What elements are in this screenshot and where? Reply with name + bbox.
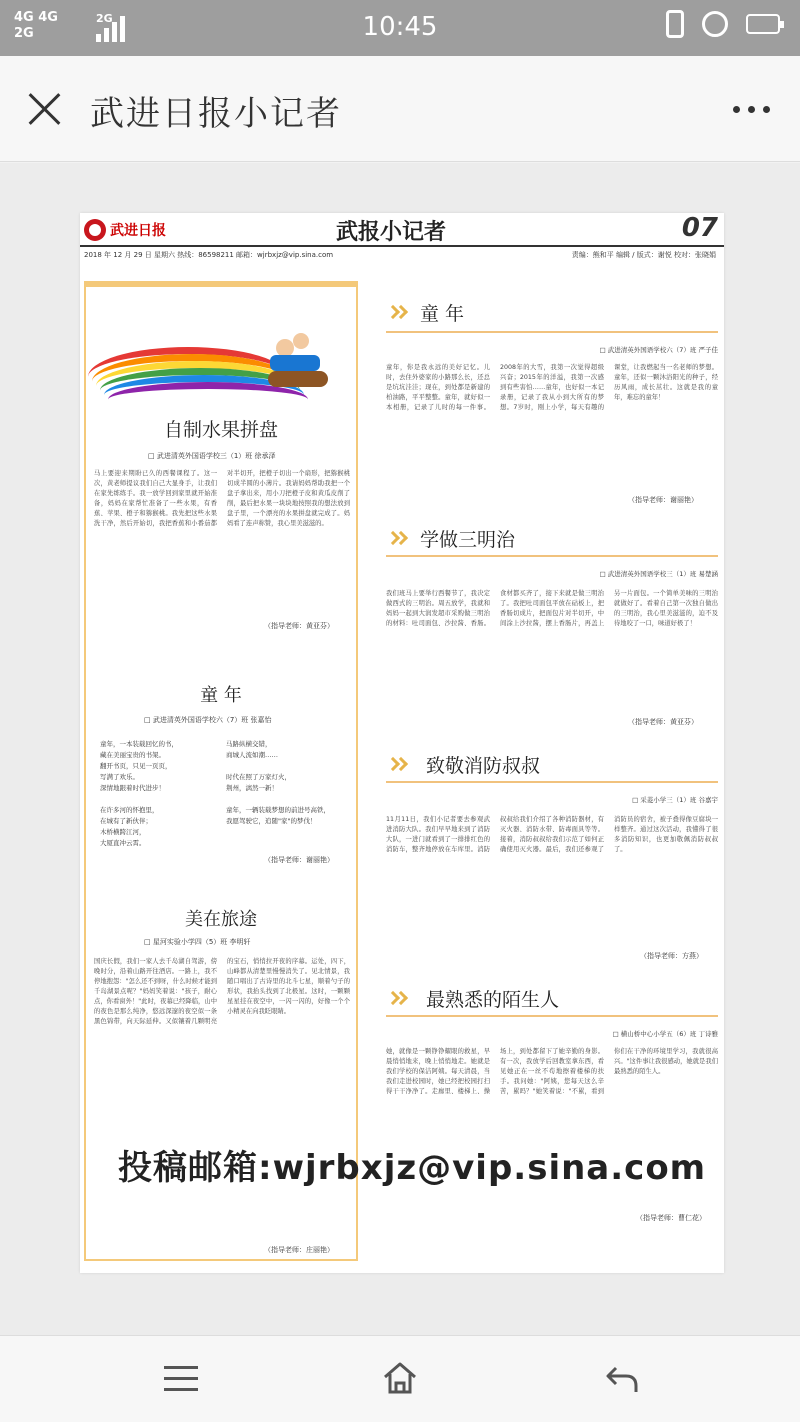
article-byline-fruit: □ 武进清英外国语学校三（1）班 徐承泽	[148, 452, 276, 460]
section-divider	[386, 555, 718, 557]
article-title-sandwich: 学做三明治	[420, 529, 516, 551]
article-body-stranger: 她，就像是一颗铮铮耀眼的救星，早晨悄悄地来，晚上悄悄地走。她就是我们学校的保洁阿姨。每天清晨，当我们走进校园时，她已经把校园打扫得干干净净了。走廊里、楼梯上、操场上，到处都留下了她辛勤的身影。有一次，我放学后回教室拿东西，看见她正在一丝不苟地擦着楼梯的扶手。我问她："阿姨，您每天这么辛苦，累吗？"她笑着说："不累，看到你们在干净的环境里学习，我就很高兴。"这件事让我很感动，她就是我们最熟悉的陌生人。	[386, 1048, 718, 1095]
editors-line: 责编：熊和平 编辑 / 版式：谢悦 校对：张晓娟	[571, 251, 716, 259]
vibrate-icon	[666, 10, 684, 38]
network-top-label: 4G 4G	[14, 10, 58, 25]
newspaper-masthead	[80, 213, 724, 268]
section-divider	[386, 331, 718, 333]
article-title-firefighter: 致敬消防叔叔	[426, 755, 541, 777]
article-title-journey: 美在旅途	[185, 909, 257, 930]
article-byline-sandwich: □ 武进清英外国语学校三（1）班 易楚涵	[599, 570, 718, 578]
section-chevron-icon	[388, 531, 410, 547]
network-2g-label: 2G	[96, 12, 113, 25]
rainbow-illustration	[88, 329, 328, 409]
clock: 10:45	[362, 12, 438, 42]
left-column	[84, 281, 358, 1261]
status-bar	[0, 0, 800, 56]
article-byline-journey: □ 星河实验小学四（5）班 李明轩	[144, 938, 251, 946]
section-divider	[386, 1015, 718, 1017]
bottom-nav-bar	[0, 1335, 800, 1422]
teacher-stranger: （指导老师：曹仁花）	[636, 1214, 706, 1222]
teacher-childhood-left: （指导老师：谢丽艳）	[264, 856, 334, 864]
section-title: 武报小记者	[336, 219, 447, 245]
section-divider	[386, 781, 718, 783]
close-icon[interactable]	[26, 90, 64, 128]
masthead-divider	[80, 245, 724, 247]
home-icon[interactable]	[382, 1360, 418, 1396]
section-chevron-icon	[388, 757, 410, 773]
newspaper-page-image	[80, 213, 724, 1273]
teacher-childhood-right: （指导老师：谢丽艳）	[628, 496, 698, 504]
page-title: 武进日报小记者	[90, 94, 342, 134]
logo-text: 武进日报	[110, 223, 166, 239]
more-options-icon[interactable]	[733, 106, 770, 113]
network-bottom-label: 2G	[14, 26, 34, 41]
submission-email-text: 投稿邮箱:wjrbxjz@vip.sina.com	[118, 1148, 707, 1188]
article-body-sandwich: 我们班马上要举行西餐节了，我决定做西式的三明治。周五放学，我就和妈妈一起到大润发超市采购做三明治的材料：吐司面包、沙拉酱、香肠。食材都买齐了，接下来就是做三明治了。我把吐司面包平放在砧板上，把香肠切成片，把面包片对半切开，中间涂上沙拉酱，摆上香肠片，再盖上另一片面包。一个简单美味的三明治就做好了。看着自己第一次独自做出的三明治，我心里美滋滋的，迫不及待地咬了一口，味道好极了！	[386, 590, 718, 627]
article-title-childhood-right: 童 年	[420, 303, 465, 325]
article-byline-stranger: □ 横山桥中心小学五（6）班 丁诗雅	[612, 1030, 718, 1038]
back-icon[interactable]	[604, 1362, 640, 1396]
app-title-bar	[0, 56, 800, 162]
alarm-icon	[702, 11, 728, 37]
battery-icon	[746, 14, 780, 34]
menu-icon[interactable]	[164, 1366, 198, 1392]
article-title-fruit: 自制水果拼盘	[163, 419, 278, 441]
article-body-childhood-right: 童年，你是我永远的美好记忆。儿时，去住外婆家的小路那么长，还总是坑坑洼洼；现在，到处都是新建的柏油路，平平整整。童年，就好似一本相册，记录了儿时的每一件事。2008年的大雪，我第一次觉得超级兴奋；2015年的洋溢，我第一次感到有些害怕……童年，也好似一本记录册，记录了我从小到大所有的梦想。7岁时，刚上小学，每天有趣的课堂，让我燃起当一名老师的梦想。童年，还似一颗沐浴阳光的种子，经历风雨，成长茁壮。这就是我的童年，难忘的童年！	[386, 364, 718, 411]
article-title-childhood-left: 童 年	[200, 685, 242, 706]
teacher-firefighter: （指导老师：方燕）	[640, 952, 703, 960]
section-chevron-icon	[388, 991, 410, 1007]
article-title-stranger: 最熟悉的陌生人	[426, 989, 560, 1011]
article-byline-childhood-left: □ 武进清英外国语学校六（7）班 张嘉怡	[144, 716, 272, 724]
article-byline-childhood-right: □ 武进清英外国语学校六（7）班 严子佳	[599, 346, 718, 354]
article-byline-firefighter: □ 采菱小学三（1）班 谷嘉宇	[632, 796, 718, 804]
page-number: 07	[681, 213, 718, 243]
article-body-journey: 国庆长假，我们一家人去千岛湖自驾游，傍晚时分，沿着山路开往酒店。一路上，我不停地抱怨："怎么还不到呀，什么时候才能到千岛湖景点呢？"妈妈笑着说："孩子，耐心点，你看窗外！"此时，夜幕已经降临，山中的夜色是那么纯净，悠远深邃的夜空似一条黑色锦带，向天际延伸。又似镶着几颗明亮的宝石，悄悄拉开夜的序幕。运处，四下，山峰都从清楚里慢慢消失了。见北情景，我随口唱出了古诗里的北斗七星，顺着勺子的形状，我抬头找到了北极星。这时，一颗颗星星挂在夜空中，一闪一闪的，好像一个个小精灵在向我眨眼睛。	[94, 958, 350, 1025]
date-line: 2018 年 12 月 29 日 星期六 热线：86598211 邮箱：wjrbxjz@vip.sina.com	[84, 251, 334, 259]
article-body-firefighter: 11月11日，我们小记者要去参观武进消防大队。我们早早地来到了消防大队，一进门就看到了一排排红色的消防车，整齐地停放在车库里。消防叔叔给我们介绍了各种消防器材，有灭火器、消防水带、防毒面具等等。接着，消防叔叔给我们示范了如何正确使用灭火器。最后，我们还参观了消防员的宿舍，被子叠得像豆腐块一样整齐。通过这次活动，我懂得了很多消防知识，也更加敬佩消防叔叔了。	[386, 816, 718, 853]
poem-left-stanzas: 童年，一本装载回忆的书， 藏在美丽宝贵的书架。 翻开书页，只见一页页， 写满了欢乐。 深情地跟着时代进步！ 在许多河的怀抱里， 在城有了新伙伴； 木桥横跨江河， 大厦直冲云霄。	[100, 740, 178, 847]
newspaper-logo	[84, 219, 166, 241]
section-chevron-icon	[388, 305, 410, 321]
teacher-fruit: （指导老师：黄亚芬）	[264, 622, 334, 630]
logo-swirl-icon	[84, 219, 106, 241]
teacher-sandwich: （指导老师：黄亚芬）	[628, 718, 698, 726]
teacher-journey: （指导老师：庄丽艳）	[264, 1246, 334, 1254]
poem-right-stanzas: 马路纵横交错， 商城人流如潮…… 时代在照了万家灯火， 荆州，漓然一新！ 童年，一辆装载梦想的前进号高铁， 我愿驾驶它，追随"家"的梦伐！	[226, 740, 330, 825]
article-body-fruit: 马上要迎来期盼已久的西餐课程了。这一次，黄老师提议我们自己大显身手，让我们在家先练练手。我一放学回到家里就开始准备，妈妈在家帮忙准备了一些水果，有香蕉、苹果、橙子和猕猴桃。我先把这些水果洗干净，然后开始切，我把香蕉和小番茄都对半切开，把橙子切出一个扇形，把猕猴桃切成半圆的小薄片。我请妈妈帮助我把一个盘子拿出来，用小刀把橙子皮和黄瓜皮削了削，最后把水果一块块地按照我的想法放到盘子里，一个漂亮的水果拼盘就完成了。妈妈看了连声称赞，我心里美滋滋的。	[94, 470, 350, 527]
